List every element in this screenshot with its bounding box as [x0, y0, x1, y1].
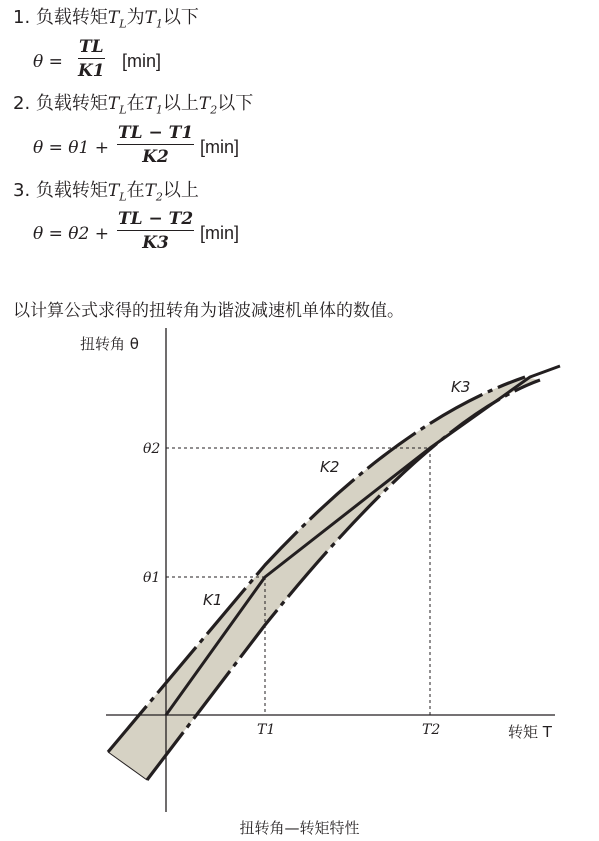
formula-3-fraction: TL − T2 K3	[118, 209, 194, 254]
label-K1: K1	[203, 591, 223, 609]
note-text: 以计算公式求得的扭转角为谐波减速机单体的数值。	[13, 301, 404, 321]
formula-3: θ = θ2 + TL − T2 K3 [min]	[33, 209, 240, 254]
label-K2: K2	[320, 458, 340, 476]
tick-theta2: θ2	[143, 441, 161, 457]
x-axis-label: 转矩 T	[508, 723, 552, 741]
tick-T2: T2	[422, 722, 441, 738]
figure-caption: 扭转角—转矩特性	[239, 819, 360, 837]
formula-1: θ = TL K1 [min]	[33, 37, 162, 82]
tick-T1: T1	[257, 722, 276, 738]
condition-heading-3: 3. 负载转矩$T_L$在$T_2$以上	[13, 180, 199, 204]
condition-heading-2: 2. 负载转矩$T_L$在$T_1$以上$T_2$以下	[13, 93, 254, 117]
y-axis-label: 扭转角 θ	[80, 335, 139, 353]
formula-2-fraction: TL − T1 K2	[118, 123, 194, 168]
lower-boundary-curve	[147, 380, 540, 780]
label-K3: K3	[451, 378, 471, 396]
tick-theta1: θ1	[143, 570, 161, 586]
hysteresis-band	[108, 377, 540, 780]
formula-1-fraction: TL K1	[78, 37, 105, 82]
formula-2: θ = θ1 + TL − T1 K2 [min]	[33, 123, 240, 168]
condition-heading-1: 1. 负载转矩$T_L$为$T_1$以下	[13, 7, 199, 31]
